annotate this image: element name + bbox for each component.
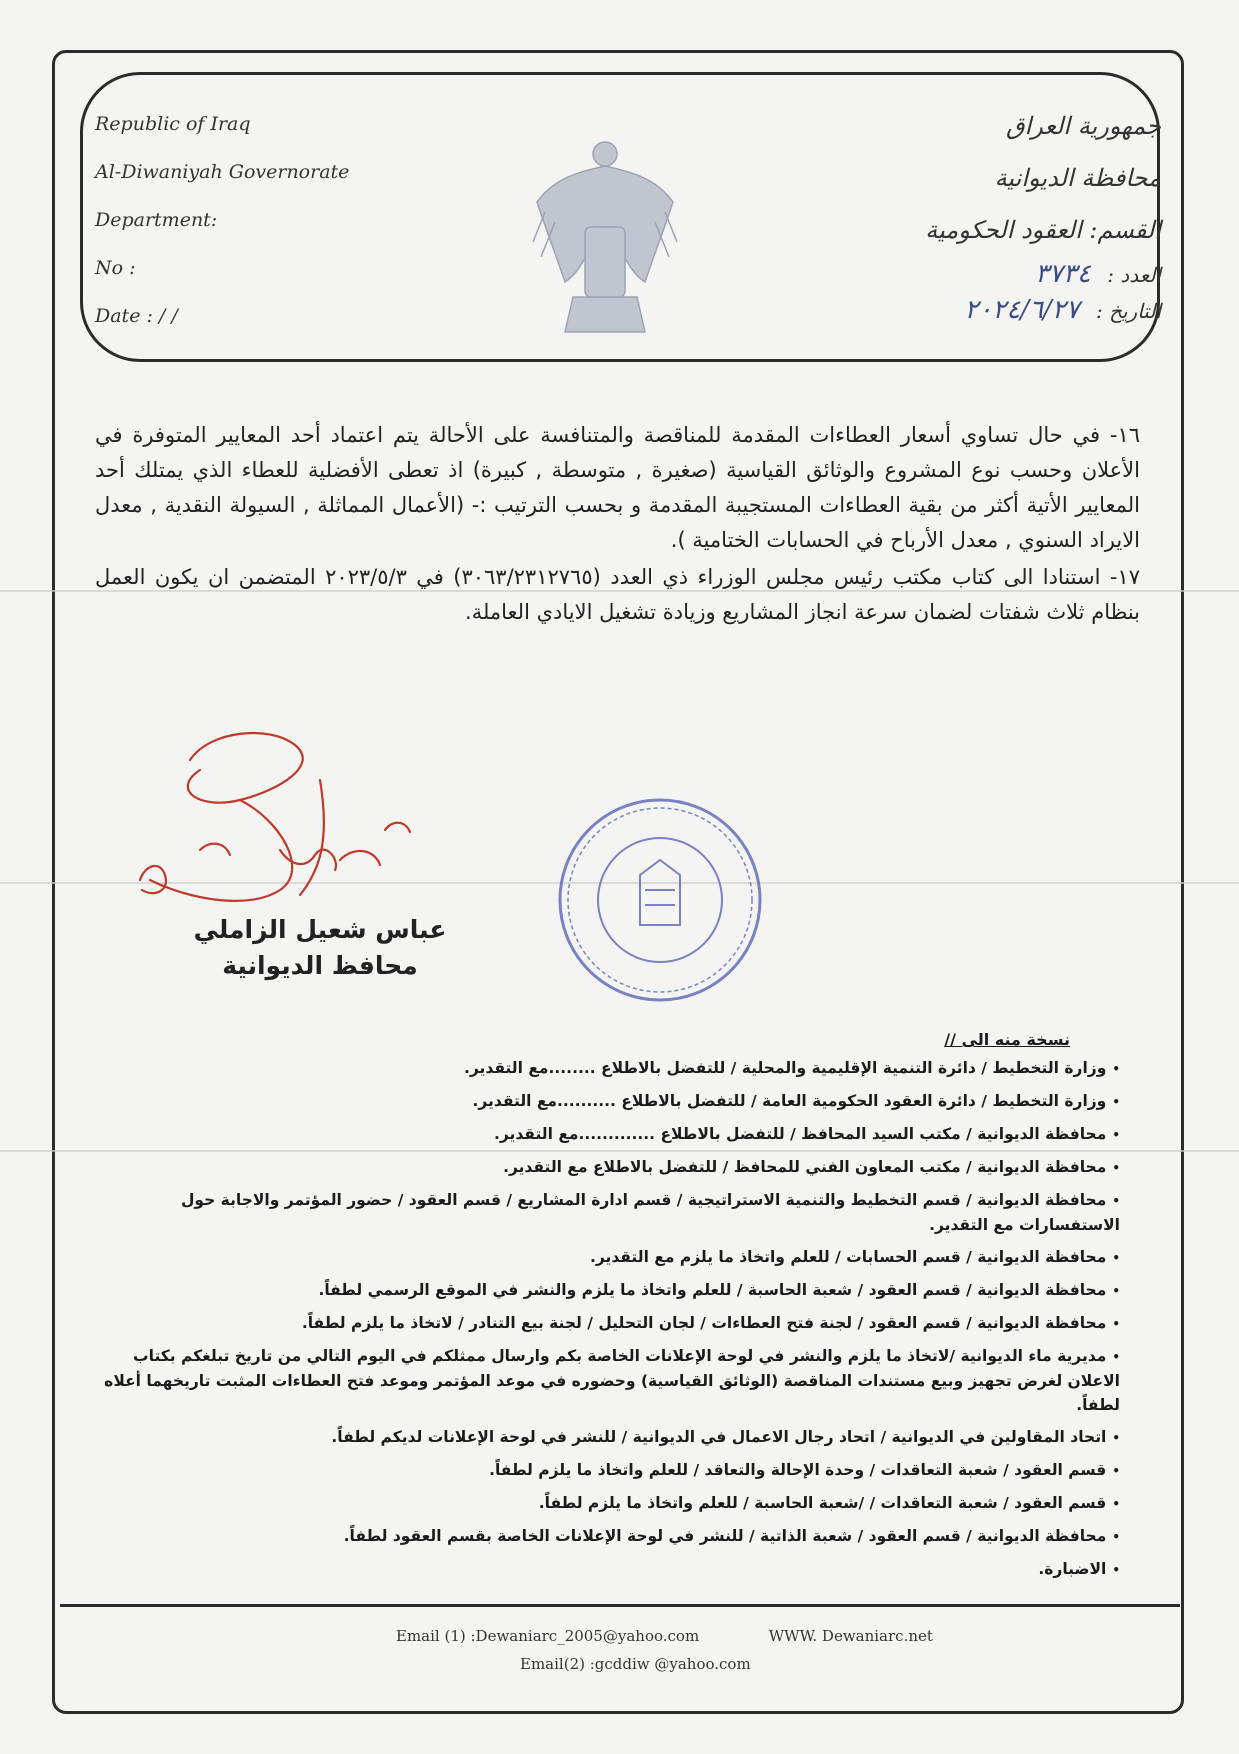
copy-recipient-text: محافظة الديوانية / مكتب المعاون الفني للمحافظ / للتفضل بالاطلاع مع التقدير. bbox=[503, 1158, 1107, 1176]
copy-recipient bbox=[80, 1458, 1120, 1483]
bullet-icon: • bbox=[1112, 1128, 1120, 1142]
number-label-arabic: العدد : bbox=[1107, 263, 1161, 287]
footer-divider bbox=[60, 1604, 1180, 1607]
copy-recipient-text: وزارة التخطيط / دائرة العقود الحكومية العامة / للتفضل بالاطلاع ..........مع التقدير. bbox=[472, 1092, 1107, 1110]
copy-recipient bbox=[80, 1056, 1120, 1081]
bullet-icon: • bbox=[1112, 1095, 1120, 1109]
copy-recipient bbox=[80, 1122, 1120, 1147]
date-label-english: Date : / / bbox=[95, 305, 178, 327]
copy-recipient-text: محافظة الديوانية / قسم العقود / لجنة فتح العطاءات / لجان التحليل / لجنة بيع التنادر / لاتخاذ ما يلزم لطفاً. bbox=[301, 1314, 1107, 1332]
department-label-english: Department: bbox=[95, 209, 218, 231]
governorate-arabic: محافظة الديوانية bbox=[994, 164, 1161, 192]
date-label-arabic: التاريخ : bbox=[1095, 299, 1161, 323]
bullet-icon: • bbox=[1112, 1563, 1120, 1577]
copy-recipient bbox=[80, 1524, 1120, 1549]
date-value: ٢٠٢٤/٦/٢٧ bbox=[964, 295, 1080, 325]
bullet-icon: • bbox=[1112, 1317, 1120, 1331]
letterhead-arabic bbox=[831, 100, 1161, 328]
copy-recipient bbox=[80, 1188, 1120, 1237]
document-date bbox=[831, 292, 1161, 328]
copy-recipient-text: محافظة الديوانية / مكتب السيد المحافظ / للتفضل بالاطلاع .............مع التقدير. bbox=[494, 1125, 1107, 1143]
copies-title: نسخة منه الى // bbox=[944, 1030, 1070, 1049]
bullet-icon: • bbox=[1112, 1284, 1120, 1298]
bullet-icon: • bbox=[1112, 1431, 1120, 1445]
document-number bbox=[831, 256, 1161, 292]
copy-recipient-text: الاضبارة. bbox=[1038, 1560, 1107, 1578]
copy-recipient-text: محافظة الديوانية / قسم التخطيط والتنمية الاستراتيجية / قسم ادارة المشاريع / قسم العقود / حضور المؤتمر والاجابة حول الاستفسارات مع التقدير. bbox=[180, 1191, 1120, 1234]
footer bbox=[330, 1622, 970, 1678]
bullet-icon: • bbox=[1112, 1161, 1120, 1175]
bullet-icon: • bbox=[1112, 1530, 1120, 1544]
copy-recipient-text: محافظة الديوانية / قسم الحسابات / للعلم واتخاذ ما يلزم مع التقدير. bbox=[589, 1248, 1107, 1266]
body-text bbox=[95, 418, 1140, 632]
copy-recipient bbox=[80, 1245, 1120, 1270]
clause-16: ١٦- في حال تساوي أسعار العطاءات المقدمة للمناقصة والمتنافسة على الأحالة يتم اعتماد أحد المعايير المتوفرة في الأعلان وحسب نوع المشروع والوثائق القياسية (صغيرة , متوسطة , كبيرة) اذ تعطى الأفضلية للعطاء الذي يمتلك أحد المعايير الأتية أكثر من بقية العطاءات المستجيبة المقدمة و بحسب الترتيب :- (الأعمال المماثلة , السيولة النقدية , معدل الايراد السنوي , معدل الأرباح في الحسابات الختامية ). bbox=[95, 423, 1140, 552]
country-arabic: جمهورية العراق bbox=[1005, 112, 1161, 140]
copy-recipient-text: وزارة التخطيط / دائرة التنمية الإقليمية والمحلية / للتفضل بالاطلاع ........مع التقدير. bbox=[464, 1059, 1107, 1077]
website-link[interactable]: WWW. Dewaniarc.net bbox=[768, 1627, 933, 1645]
email-2[interactable]: Email(2) :gcddiw @yahoo.com bbox=[520, 1655, 751, 1673]
department-arabic: القسم: العقود الحكومية bbox=[925, 216, 1161, 244]
copy-recipient bbox=[80, 1311, 1120, 1336]
copy-recipient-text: محافظة الديوانية / قسم العقود / شعبة الذاتية / للنشر في لوحة الإعلانات الخاصة بقسم العقود لطفاً. bbox=[343, 1527, 1107, 1545]
copy-recipient bbox=[80, 1089, 1120, 1114]
copy-recipient bbox=[80, 1155, 1120, 1180]
letterhead-english bbox=[95, 100, 435, 340]
copy-recipient-text: اتحاد المقاولين في الديوانية / اتحاد رجال الاعمال في الديوانية / للنشر في لوحة الإعلانات لديكم لطفاً. bbox=[331, 1428, 1107, 1446]
copy-recipient bbox=[80, 1557, 1120, 1582]
copy-recipient bbox=[80, 1425, 1120, 1450]
copy-recipient-text: مديرية ماء الديوانية /لاتخاذ ما يلزم والنشر في لوحة الإعلانات الخاصة بكم وارسال ممثلكم في اليوم التالي من تاريخ تبلغكم بكتاب الاعلان لغرض تجهيز وبيع مستندات المناقصة (الوثائق القياسية) وحضوره في موعد المؤتمر وموعد فتح العطاءات المثبت تاريخهما أعلاه لطفاً. bbox=[104, 1347, 1120, 1414]
bullet-icon: • bbox=[1112, 1062, 1120, 1076]
bullet-icon: • bbox=[1112, 1497, 1120, 1511]
copy-recipient-text: محافظة الديوانية / قسم العقود / شعبة الحاسبة / للعلم واتخاذ ما يلزم والنشر في الموقع الرسمي لطفاً. bbox=[318, 1281, 1107, 1299]
signatory-name: عباس شعيل الزاملي bbox=[193, 915, 447, 944]
eagle-emblem-icon bbox=[525, 132, 685, 342]
bullet-icon: • bbox=[1112, 1350, 1120, 1364]
signatory bbox=[190, 912, 450, 984]
number-label-english: No : bbox=[95, 257, 136, 279]
copy-recipient-text: قسم العقود / شعبة التعاقدات / /شعبة الحاسبة / للعلم واتخاذ ما يلزم لطفاً. bbox=[538, 1494, 1107, 1512]
copy-recipient bbox=[80, 1344, 1120, 1417]
bullet-icon: • bbox=[1112, 1251, 1120, 1265]
copy-recipient bbox=[80, 1491, 1120, 1516]
official-stamp-icon bbox=[555, 795, 765, 1005]
governorate-english: Al-Diwaniyah Governorate bbox=[95, 161, 350, 183]
bullet-icon: • bbox=[1112, 1464, 1120, 1478]
copy-recipient-text: قسم العقود / شعبة التعاقدات / وحدة الإحالة والتعاقد / للعلم واتخاذ ما يلزم لطفاً. bbox=[489, 1461, 1107, 1479]
email-1[interactable]: Email (1) :Dewaniarc_2005@yahoo.com bbox=[396, 1627, 700, 1645]
copy-recipient bbox=[80, 1278, 1120, 1303]
bullet-icon: • bbox=[1112, 1194, 1120, 1208]
clause-17: ١٧- استنادا الى كتاب مكتب رئيس مجلس الوزراء ذي العدد (٣٠٦٣/٢٣١٢٧٦٥) في ٢٠٢٣/٥/٣ المتضمن ان يكون العمل بنظام ثلاث شفتات لضمان سرعة انجاز المشاريع وزيادة تشغيل الايادي العاملة. bbox=[95, 565, 1140, 624]
country-english: Republic of Iraq bbox=[95, 113, 251, 135]
number-value: ٣٧٣٤ bbox=[1034, 259, 1091, 289]
signatory-title: محافظ الديوانية bbox=[222, 951, 418, 980]
copies-list bbox=[80, 1056, 1120, 1590]
